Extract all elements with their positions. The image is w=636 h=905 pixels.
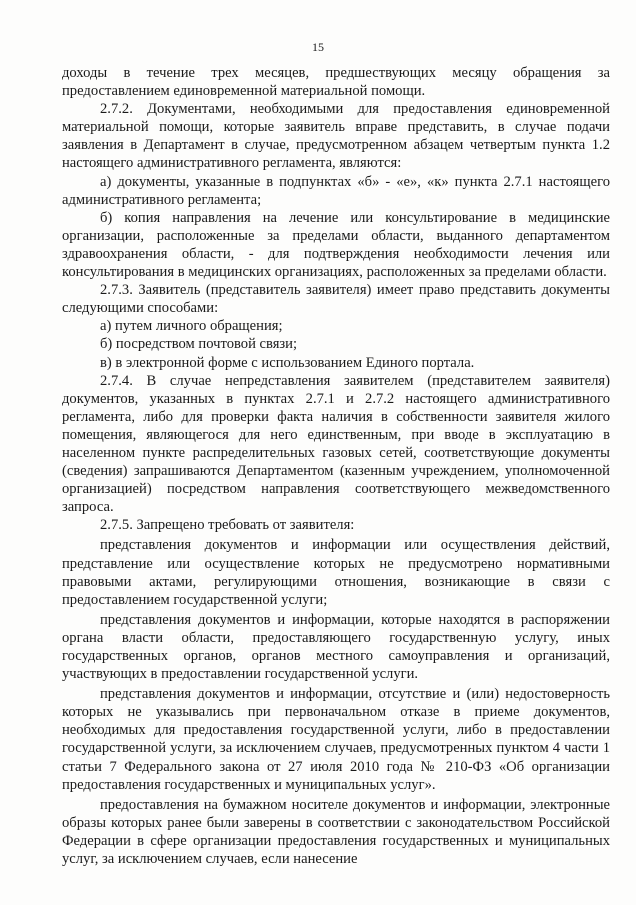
paragraph-2-7-3-a: а) путем личного обращения; [100, 318, 283, 335]
paragraph-2-7-2-a: а) документы, указанные в подпунктах «б» - «е», «к» пункта 2.7.1 настоящего административного регламента; [62, 173, 610, 208]
paragraph-prohibition-3: представления документов и информации, отсутствие и (или) недостоверность которых не указывались при первоначальном отказе в приеме документов, необходимых для предоставления государственной услуги, либо в предоставлении государственной услуги, за исключением случаев, предусмотренных пунктом 4 части 1 статьи 7 Федерального закона от 27 июля 2010 года № 210-ФЗ «Об организации предоставления государственных и муниципальных услуг». [62, 686, 610, 793]
paragraph-2-7-3-c: в) в электронной форме с использованием Единого портала. [100, 354, 475, 371]
paragraph-2-7-4: 2.7.4. В случае непредставления заявителем (представителем заявителя) документов, указанных в пунктах 2.7.1 и 2.7.2 настоящего административного регламента, либо для проверки факта наличия в собственности заявителя жилого помещения, являющегося для него единственным, при вводе в эксплуатацию в населенном пункте распределительных газовых сетей, соответствующие документы (сведения) запрашиваются Департаментом (казенным учреждением, уполномоченной организацией) посредством направления соответствующего межведомственного запроса. [62, 372, 610, 516]
paragraph-2-7-2: 2.7.2. Документами, необходимыми для предоставления единовременной материальной помощи, которые заявитель вправе представить, в случае подачи заявления в Департамент в случае, предусмотренном абзацем четвертым пункта 1.2 настоящего административного регламента, являются: [62, 101, 610, 172]
paragraph-prohibition-1: представления документов и информации или осуществления действий, представление или осуществление которых не предусмотрено нормативными правовыми актами, регулирующими отношения, возникающие в связи с предоставлением государственной услуги; [62, 537, 610, 608]
paragraph-income-continuation: доходы в течение трех месяцев, предшествующих месяцу обращения за предоставлением единовременной материальной помощи. [62, 65, 610, 100]
document-body [62, 64, 610, 868]
paragraph-prohibition-4: предоставления на бумажном носителе документов и информации, электронные образы которых ранее были заверены в соответствии с законодательством Российской Федерации в сфере организации предоставления государственных и муниципальных услуг, за исключением случаев, если нанесение [62, 796, 610, 868]
paragraph-2-7-2-b: б) копия направления на лечение или консультирование в медицинские организации, расположенные за пределами области, выданного департаментом здравоохранения области, - для подтверждения необходимости лечения или консультирования в медицинских организациях, расположенных за пределами области. [62, 209, 610, 281]
page-number: 15 [312, 40, 324, 54]
paragraph-2-7-5: 2.7.5. Запрещено требовать от заявителя: [100, 517, 355, 534]
paragraph-2-7-3-b: б) посредством почтовой связи; [100, 336, 298, 353]
paragraph-prohibition-2: представления документов и информации, которые находятся в распоряжении органа власти области, предоставляющего государственную услугу, иных государственных органов, органов местного самоуправления и организаций, участвующих в предоставлении государственной услуги. [62, 611, 610, 683]
paragraph-2-7-3: 2.7.3. Заявитель (представитель заявителя) имеет право представить документы следующими способами: [62, 282, 610, 317]
